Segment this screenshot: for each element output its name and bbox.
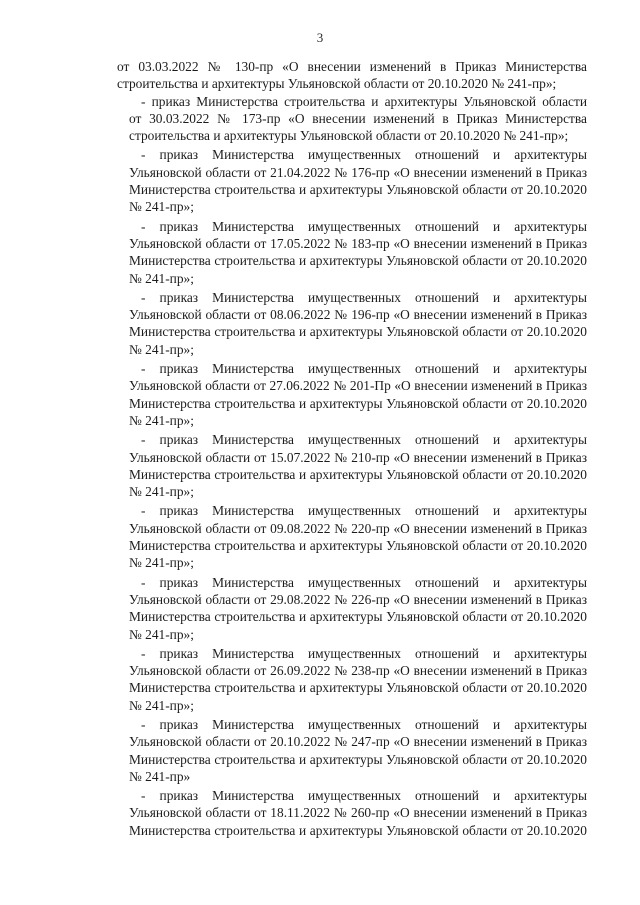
list-item-order <box>117 716 587 785</box>
text-line: от 30.03.2022 № 173-пр «О внесении изменений в Приказ Министерства <box>129 110 587 126</box>
text-line: Министерства строительства и архитектуры Ульяновской области от 20.10.2020 <box>129 466 587 482</box>
list-item-order <box>117 360 587 429</box>
text-line: № 241-пр»; <box>129 697 194 713</box>
text-line: Ульяновской области от 29.08.2022 № 226-пр «О внесении изменений в Приказ <box>129 591 587 607</box>
text-line: Министерства строительства и архитектуры Ульяновской области от 20.10.2020 <box>129 182 587 198</box>
text-line: Ульяновской области от 09.08.2022 № 220-пр «О внесении изменений в Приказ <box>129 520 587 536</box>
text-line: - приказ Министерства имущественных отношений и архитектуры <box>141 218 587 234</box>
text-line: Министерства строительства и архитектуры Ульяновской области от 20.10.2020 <box>129 822 587 838</box>
list-item-order <box>117 574 587 643</box>
text-line: - приказ Министерства имущественных отношений и архитектуры <box>141 788 587 804</box>
text-line: Ульяновской области от 15.07.2022 № 210-пр «О внесении изменений в Приказ <box>129 449 587 465</box>
text-line: - приказ Министерства имущественных отношений и архитектуры <box>141 432 587 448</box>
text-line: № 241-пр»; <box>129 555 194 571</box>
text-line: № 241-пр»; <box>129 270 194 286</box>
list-item-order <box>117 289 587 358</box>
text-line: Ульяновской области от 17.05.2022 № 183-пр «О внесении изменений в Приказ <box>129 235 587 251</box>
text-line: Министерства строительства и архитектуры Ульяновской области от 20.10.2020 <box>129 609 587 625</box>
text-line: от 03.03.2022 № 130-пр «О внесении изменений в Приказ Министерства <box>117 59 587 74</box>
text-line: № 241-пр»; <box>129 199 194 215</box>
text-line: Министерства строительства и архитектуры Ульяновской области от 20.10.2020 <box>129 751 587 767</box>
text-line: строительства и архитектуры Ульяновской области от 20.10.2020 № 241-пр»; <box>129 128 569 144</box>
text-line: - приказ Министерства имущественных отношений и архитектуры <box>141 289 587 305</box>
text-line: Ульяновской области от 27.06.2022 № 201-Пр «О внесении изменений в Приказ <box>129 378 587 394</box>
text-line: Ульяновской области от 21.04.2022 № 176-пр «О внесении изменений в Приказ <box>129 164 587 180</box>
text-line: - приказ Министерства имущественных отношений и архитектуры <box>141 503 587 519</box>
page-number: 3 <box>316 30 324 45</box>
text-line: № 241-пр» <box>129 768 191 784</box>
text-line: строительства и архитектуры Ульяновской области от 20.10.2020 № 241-пр»; <box>117 76 557 92</box>
list-item-order <box>117 502 587 571</box>
text-line: - приказ Министерства имущественных отношений и архитектуры <box>141 574 587 590</box>
list-item-order <box>117 146 587 215</box>
text-line: Министерства строительства и архитектуры Ульяновской области от 20.10.2020 <box>129 680 587 696</box>
text-line: - приказ Министерства имущественных отношений и архитектуры <box>141 716 587 732</box>
text-line: Ульяновской области от 08.06.2022 № 196-пр «О внесении изменений в Приказ <box>129 307 587 323</box>
text-line: № 241-пр»; <box>129 484 194 500</box>
list-item-order <box>117 787 587 839</box>
text-line: № 241-пр»; <box>129 341 194 357</box>
text-line: Министерства строительства и архитектуры Ульяновской области от 20.10.2020 <box>129 538 587 554</box>
text-line: № 241-пр»; <box>129 626 194 642</box>
list-item-order <box>117 218 587 287</box>
list-item-order <box>117 645 587 714</box>
text-line: Министерства строительства и архитектуры Ульяновской области от 20.10.2020 <box>129 253 587 269</box>
text-line: Министерства строительства и архитектуры Ульяновской области от 20.10.2020 <box>129 395 587 411</box>
text-line: Министерства строительства и архитектуры Ульяновской области от 20.10.2020 <box>129 324 587 340</box>
list-item-order <box>117 431 587 500</box>
text-line: № 241-пр»; <box>129 412 194 428</box>
text-line: - приказ Министерства имущественных отношений и архитектуры <box>141 361 587 377</box>
text-line: - приказ Министерства имущественных отношений и архитектуры <box>141 645 587 661</box>
document-body <box>117 58 587 839</box>
text-line: Ульяновской области от 26.09.2022 № 238-пр «О внесении изменений в Приказ <box>129 663 587 679</box>
text-line: - приказ Министерства имущественных отношений и архитектуры <box>141 147 587 163</box>
continued-paragraph <box>117 58 587 93</box>
text-line: - приказ Министерства строительства и архитектуры Ульяновской области <box>141 93 587 109</box>
text-line: Ульяновской области от 20.10.2022 № 247-пр «О внесении изменений в Приказ <box>129 734 587 750</box>
list-item-order <box>117 93 587 145</box>
text-line: Ульяновской области от 18.11.2022 № 260-пр «О внесении изменений в Приказ <box>129 805 587 821</box>
